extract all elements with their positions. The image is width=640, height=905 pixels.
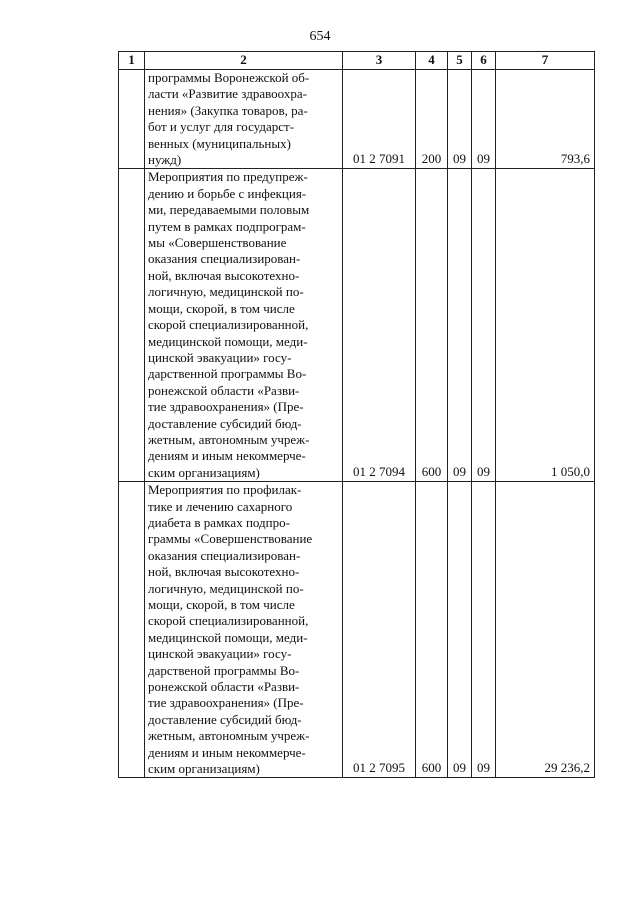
header-col-5: 5 — [448, 52, 472, 70]
header-col-1: 1 — [119, 52, 145, 70]
row-type-cell: 600 — [416, 169, 448, 482]
row-number-cell — [119, 169, 145, 482]
row-code-cell: 01 2 7095 — [343, 482, 416, 778]
row-amount-cell: 29 236,2 — [496, 482, 595, 778]
header-col-2: 2 — [145, 52, 343, 70]
row-type-cell: 200 — [416, 70, 448, 169]
header-col-4: 4 — [416, 52, 448, 70]
row-code-cell: 01 2 7094 — [343, 169, 416, 482]
row-amount-cell: 1 050,0 — [496, 169, 595, 482]
row-subsection-cell: 09 — [472, 169, 496, 482]
row-code-cell: 01 2 7091 — [343, 70, 416, 169]
row-section-cell: 09 — [448, 169, 472, 482]
row-number-cell — [119, 70, 145, 169]
row-subsection-cell: 09 — [472, 70, 496, 169]
row-name-cell: Мероприятия по профилак- тике и лечению сахарного диабета в рамках подпро- граммы «Совершенствование оказания специализирован- ной, включая высокотехно- логичную, медицинской по- мощи, скорой, в том числе скорой специализированной, медицинской помощи, меди- цинской эвакуации» госу- дарственой программы Во- ронежской области «Разви- тие здравоохранения» (Пре- доставление субсидий бюд- жетным, автономным учреж- дениям и иным некоммерче- ским организациям) — [145, 482, 343, 778]
table-row — [119, 70, 595, 169]
row-subsection-cell: 09 — [472, 482, 496, 778]
header-col-7: 7 — [496, 52, 595, 70]
header-col-6: 6 — [472, 52, 496, 70]
header-col-3: 3 — [343, 52, 416, 70]
page-number: 654 — [309, 29, 331, 44]
row-name-cell: программы Воронежской об- ласти «Развитие здравоохра- нения» (Закупка товаров, ра- бот и услуг для государст- венных (муниципальных) нужд) — [145, 70, 343, 169]
header-row — [119, 52, 595, 70]
row-section-cell: 09 — [448, 482, 472, 778]
row-amount-cell: 793,6 — [496, 70, 595, 169]
budget-table — [118, 51, 595, 778]
row-section-cell: 09 — [448, 70, 472, 169]
table-row — [119, 169, 595, 482]
row-type-cell: 600 — [416, 482, 448, 778]
row-number-cell — [119, 482, 145, 778]
table-row — [119, 482, 595, 778]
row-name-cell: Мероприятия по предупреж- дению и борьбе с инфекция- ми, передаваемыми половым путем в рамках подпрограм- мы «Совершенствование оказания специализирован- ной, включая высокотехно- логичную, медицинской по- мощи, скорой, в том числе скорой специализированной, медицинской помощи, меди- цинской эвакуации» госу- дарственной программы Во- ронежской области «Разви- тие здравоохранения» (Пре- доставление субсидий бюд- жетным, автономным учреж- дениям и иным некоммерче- ским организациям) — [145, 169, 343, 482]
